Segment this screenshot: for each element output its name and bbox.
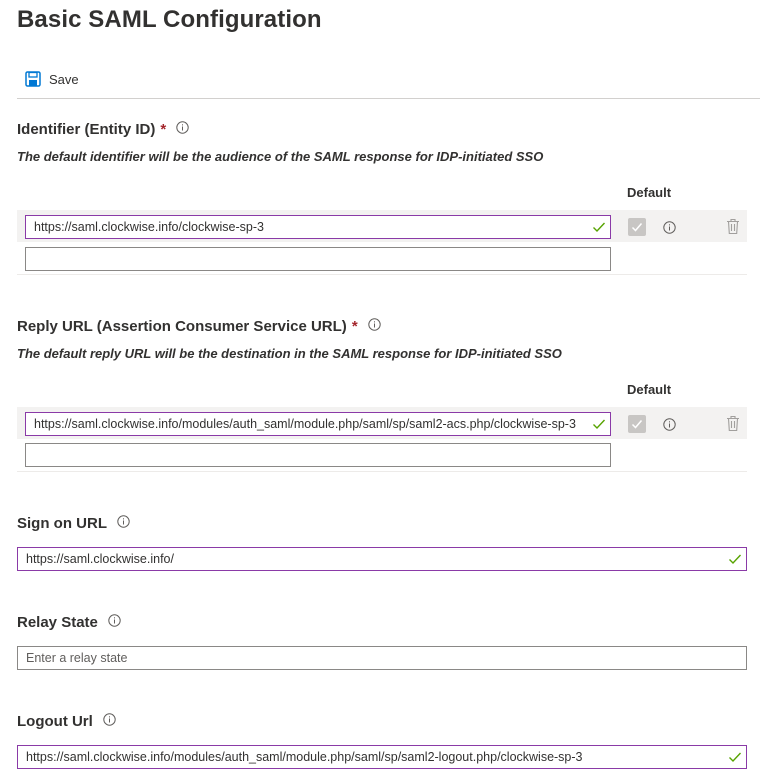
info-icon[interactable] [108,614,121,631]
info-icon[interactable] [176,121,189,138]
reply-url-label-text: Reply URL (Assertion Consumer Service URL) [17,318,347,335]
reply-url-label [17,318,381,335]
relay-state-label [17,614,121,631]
check-icon [592,220,606,234]
default-column-header: Default [627,382,672,397]
checkmark-icon [631,221,643,233]
save-button[interactable] [25,71,79,87]
check-icon [592,417,606,431]
identifier-label-text: Identifier (Entity ID) [17,121,156,138]
logout-url-label [17,713,116,730]
relay-state-label-text: Relay State [17,614,98,631]
default-column-header: Default [627,185,672,200]
command-bar [17,66,760,99]
info-icon[interactable] [117,515,130,532]
sign-on-url-input[interactable]: https://saml.clockwise.info/ [17,547,747,571]
delete-icon[interactable] [726,218,740,240]
reply-url-input[interactable]: https://saml.clockwise.info/modules/auth_saml/module.php/saml/sp/saml2-acs.php/clockwise-sp-3 [25,412,611,436]
info-icon[interactable] [103,713,116,730]
info-icon[interactable] [368,318,381,335]
save-label: Save [49,71,79,87]
check-icon [728,750,742,764]
sign-on-url-label-text: Sign on URL [17,515,107,532]
identifier-label [17,121,189,138]
required-mark: * [160,121,167,138]
sign-on-url-label [17,515,130,532]
reply-url-new-input[interactable] [25,443,611,467]
divider [17,274,747,275]
info-icon[interactable] [663,418,676,436]
identifier-description: The default identifier will be the audience of the SAML response for IDP-initiated SSO [17,149,544,164]
divider [17,471,747,472]
default-checkbox[interactable] [628,415,646,433]
required-mark: * [351,318,358,335]
default-checkbox[interactable] [628,218,646,236]
identifier-input[interactable]: https://saml.clockwise.info/clockwise-sp-3 [25,215,611,239]
save-icon [25,71,41,87]
info-icon[interactable] [663,221,676,239]
logout-url-label-text: Logout Url [17,713,93,730]
reply-url-description: The default reply URL will be the destination in the SAML response for IDP-initiated SSO [17,346,562,361]
checkmark-icon [631,418,643,430]
logout-url-input[interactable]: https://saml.clockwise.info/modules/auth_saml/module.php/saml/sp/saml2-logout.php/clockwise-sp-3 [17,745,747,769]
check-icon [728,552,742,566]
relay-state-input[interactable]: Enter a relay state [17,646,747,670]
delete-icon[interactable] [726,415,740,437]
page-title: Basic SAML Configuration [17,6,322,33]
identifier-new-input[interactable] [25,247,611,271]
